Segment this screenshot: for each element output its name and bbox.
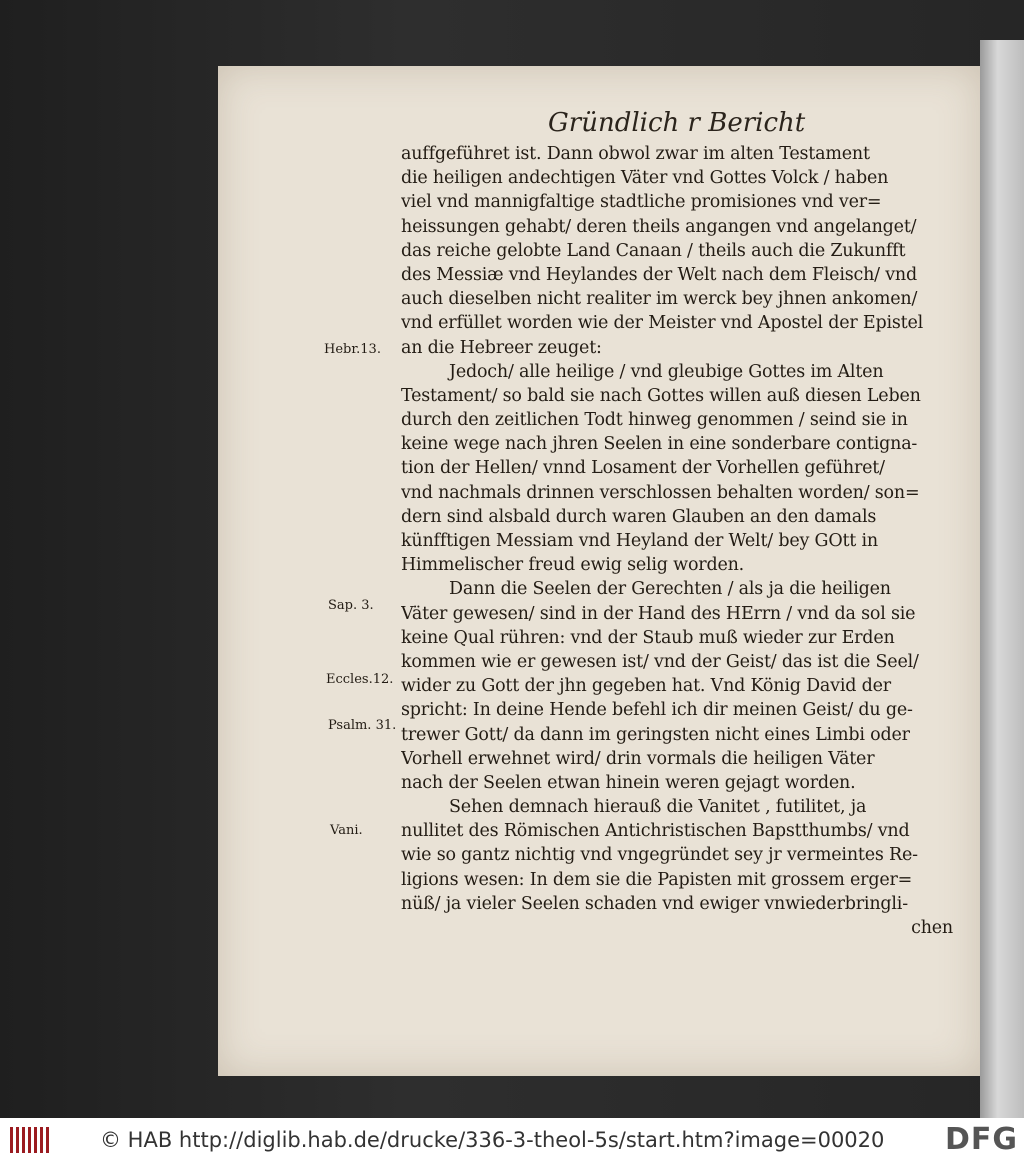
text-line: kommen wie er gewesen ist/ vnd der Geist/ das ist die Seel/: [401, 651, 919, 672]
text-line: Himmelischer freud ewig selig worden.: [401, 555, 745, 576]
text-line: Vorhell erwehnet wird/ drin vormals die heiligen Väter: [401, 748, 875, 769]
text-line: wie so gantz nichtig vnd vngegründet sey jr vermeintes Re-: [401, 845, 918, 866]
text-line: keine Qual rühren: vnd der Staub muß wieder zur Erden: [401, 627, 895, 648]
text-block: [401, 142, 961, 940]
catchword: chen: [911, 918, 953, 938]
margin-note: Sap. 3.: [328, 598, 374, 613]
text-line: an die Hebreer zeuget:: [401, 337, 602, 358]
text-line: heissungen gehabt/ deren theils angangen vnd angelanget/: [401, 216, 917, 237]
text-line: viel vnd mannigfaltige stadtliche promisiones vnd ver=: [401, 192, 882, 213]
text-line: vnd nachmals drinnen verschlossen behalten worden/ son=: [401, 482, 920, 503]
text-line: tion der Hellen/ vnnd Losament der Vorhellen geführet/: [401, 458, 885, 479]
text-line: keine wege nach jhren Seelen in eine sonderbare contigna-: [401, 434, 918, 455]
margin-note: Eccles.12.: [326, 672, 394, 687]
text-line: ligions wesen: In dem sie die Papisten mit grossem erger=: [401, 869, 913, 890]
dfg-logo: DFG: [944, 1122, 1018, 1157]
running-head: Gründlich r Bericht: [548, 108, 806, 138]
book-page: [218, 66, 980, 1076]
text-line: das reiche gelobte Land Canaan / theils auch die Zukunfft: [401, 240, 906, 261]
text-line: trewer Gott/ da dann im geringsten nicht eines Limbi oder: [401, 724, 910, 745]
viewer-footer: [0, 1118, 1024, 1161]
margin-note: Vani.: [330, 823, 363, 838]
text-line: nüß/ ja vieler Seelen schaden vnd ewiger vnwiederbringli-: [401, 893, 908, 914]
text-line: auch dieselben nicht realiter im werck bey jhnen ankomen/: [401, 289, 918, 310]
text-line: nullitet des Römischen Antichristischen Bapstthumbs/ vnd: [401, 821, 910, 842]
text-line: Jedoch/ alle heilige / vnd gleubige Gottes im Alten: [449, 361, 884, 382]
text-line: künfftigen Messiam vnd Heyland der Welt/ bey GOtt in: [401, 531, 878, 551]
text-line: nach der Seelen etwan hinein weren gejagt worden.: [401, 772, 856, 793]
margin-note: Psalm. 31.: [328, 718, 397, 733]
text-line: Sehen demnach hierauß die Vanitet , futilitet, ja: [449, 797, 867, 818]
text-line: Testament/ so bald sie nach Gottes willen auß diesen Leben: [401, 385, 921, 406]
text-line: Väter gewesen/ sind in der Hand des HErrn / vnd da sol sie: [401, 603, 916, 624]
text-line: spricht: In deine Hende befehl ich dir meinen Geist/ du ge-: [401, 700, 913, 721]
text-line: dern sind alsbald durch waren Glauben an den damals: [401, 506, 877, 527]
text-line: die heiligen andechtigen Väter vnd Gottes Volck / haben: [401, 168, 889, 189]
text-line: wider zu Gott der jhn gegeben hat. Vnd König David der: [401, 676, 891, 697]
copyright-link[interactable]: © HAB http://diglib.hab.de/drucke/336-3-theol-5s/start.htm?image=00020: [100, 1127, 885, 1152]
text-line: vnd erfüllet worden wie der Meister vnd Apostel der Epistel: [401, 313, 924, 334]
text-line: des Messiæ vnd Heylandes der Welt nach dem Fleisch/ vnd: [401, 264, 917, 285]
text-line: Dann die Seelen der Gerechten / als ja die heiligen: [449, 579, 891, 600]
library-logo-icon: [6, 1125, 52, 1155]
page-edge-right: [980, 40, 1024, 1118]
margin-note: Hebr.13.: [324, 342, 381, 357]
text-line: auffgeführet ist. Dann obwol zwar im alten Testament: [401, 144, 870, 164]
text-line: durch den zeitlichen Todt hinweg genommen / seind sie in: [401, 410, 908, 431]
